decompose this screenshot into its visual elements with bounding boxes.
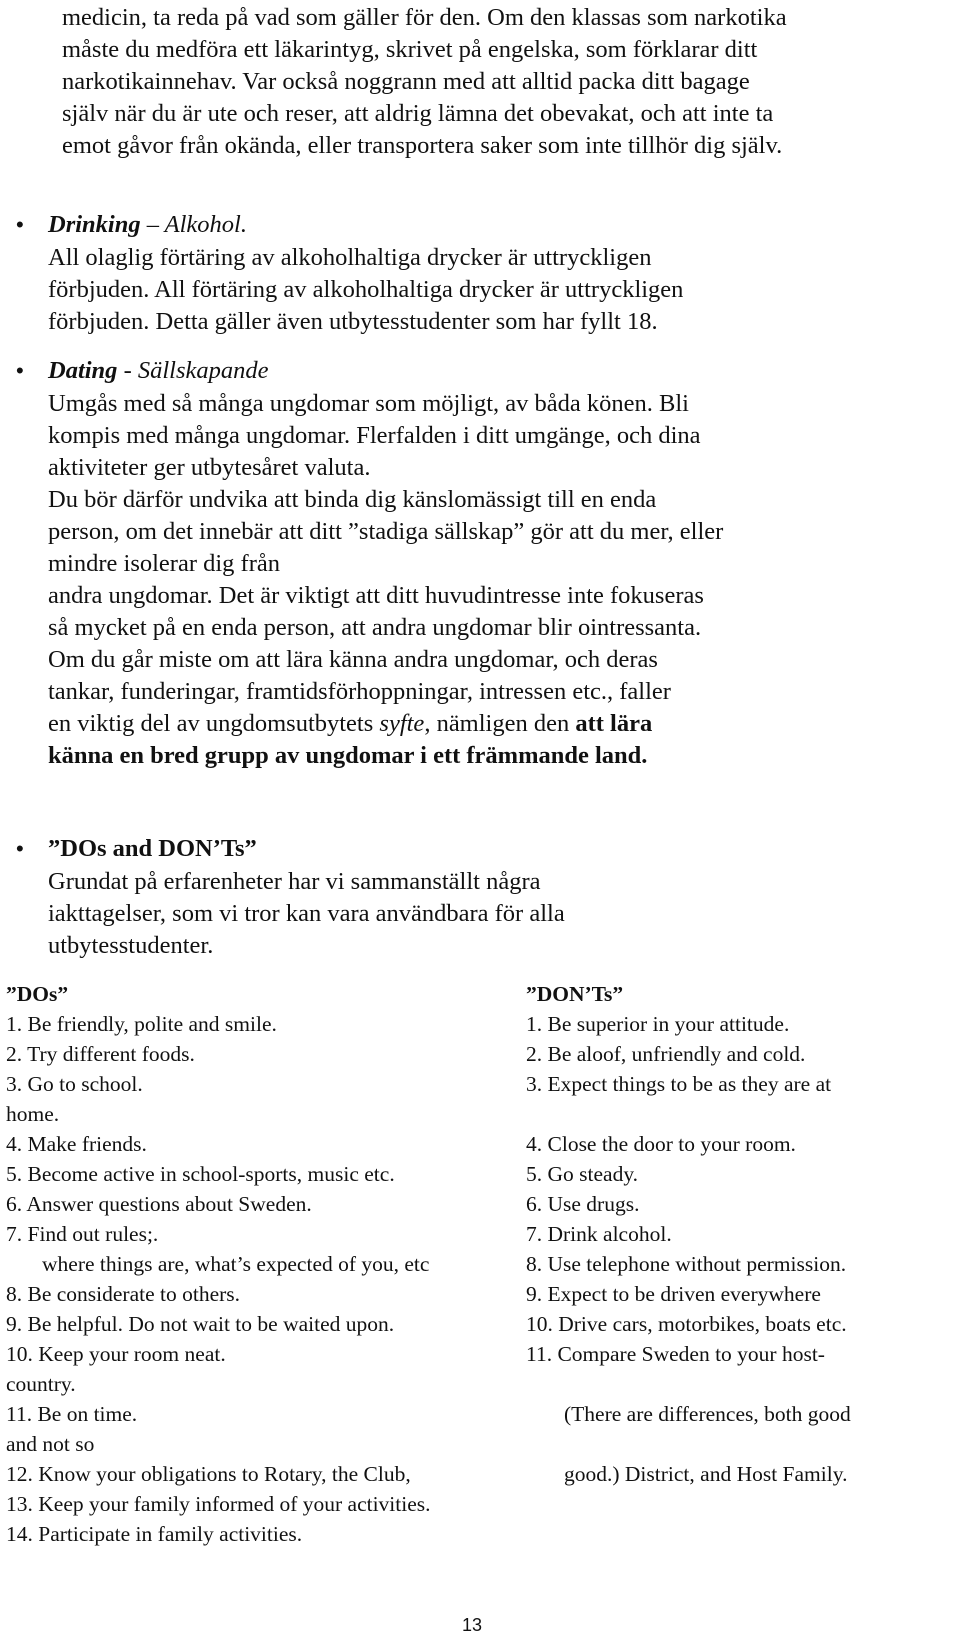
dos-item: 5. Become active in school-sports, music etc. [6, 1162, 395, 1186]
drinking-dash: – [140, 211, 165, 238]
dos-item: 13. Keep your family informed of your activities. [6, 1492, 431, 1516]
dos-item: 14. Participate in family activities. [6, 1522, 303, 1546]
drinking-heading [48, 213, 247, 238]
intro-line: emot gåvor från okända, eller transportera saker som inte tillhör dig själv. [62, 132, 783, 159]
donts-item: 1. Be superior in your attitude. [526, 1012, 790, 1036]
donts-item: (There are differences, both good [564, 1402, 851, 1426]
donts-item: 6. Use drugs. [526, 1192, 640, 1216]
dating-purpose-pre: en viktig del av ungdomsutbytets [48, 710, 380, 737]
dosdonts-heading: ”DOs and DON’Ts” [48, 835, 257, 862]
donts-item: 10. Drive cars, motorbikes, boats etc. [526, 1312, 847, 1336]
drinking-line: förbjuden. All förtäring av alkoholhaltiga drycker är uttryckligen [48, 276, 684, 303]
dating-line: kompis med många ungdomar. Flerfalden i ditt umgänge, och dina [48, 422, 701, 449]
dos-header: ”DOs” [6, 982, 69, 1006]
intro-line: själv när du är ute och reser, att aldrig lämna det obevakat, och att inte ta [62, 100, 774, 127]
dos-item: 9. Be helpful. Do not wait to be waited upon. [6, 1312, 395, 1336]
dos-item: home. [6, 1102, 60, 1126]
dating-line: så mycket på en enda person, att andra ungdomar blir ointressanta. [48, 614, 702, 641]
dating-line: andra ungdomar. Det är viktigt att ditt huvudintresse inte fokuseras [48, 582, 704, 609]
dating-final-line: känna en bred grupp av ungdomar i ett främmande land. [48, 742, 648, 769]
dating-line: mindre isolerar dig från [48, 550, 280, 577]
drinking-term: Drinking [48, 211, 141, 238]
donts-item: 9. Expect to be driven everywhere [526, 1282, 821, 1306]
dating-term: Dating [48, 357, 118, 384]
donts-item: 4. Close the door to your room. [526, 1132, 796, 1156]
donts-item: 5. Go steady. [526, 1162, 639, 1186]
dos-item: 4. Make friends. [6, 1132, 147, 1156]
dosdonts-intro-line: utbytesstudenter. [48, 932, 214, 959]
dating-purpose-mid: , nämligen den [424, 710, 576, 737]
drinking-translation: Alkohol. [164, 211, 247, 238]
donts-item: 7. Drink alcohol. [526, 1222, 672, 1246]
intro-line: måste du medföra ett läkarintyg, skrivet på engelska, som förklarar ditt [62, 36, 758, 63]
dos-item: country. [6, 1372, 76, 1396]
intro-line: narkotikainnehav. Var också noggrann med att alltid packa ditt bagage [62, 68, 750, 95]
dating-line: aktiviteter ger utbytesåret valuta. [48, 454, 371, 481]
dos-item: 3. Go to school. [6, 1072, 143, 1096]
dating-line: person, om det innebär att ditt ”stadiga sällskap” gör att du mer, eller [48, 518, 724, 545]
dating-purpose-line [48, 712, 652, 737]
donts-item: 8. Use telephone without permission. [526, 1252, 847, 1276]
dos-item: 1. Be friendly, polite and smile. [6, 1012, 277, 1036]
dos-item: where things are, what’s expected of you, etc [42, 1252, 430, 1276]
bullet-icon: • [16, 358, 24, 383]
dos-item: 8. Be considerate to others. [6, 1282, 241, 1306]
dating-dash: - [117, 357, 138, 384]
donts-header: ”DON’Ts” [526, 982, 624, 1006]
dating-line: Om du går miste om att lära känna andra ungdomar, och deras [48, 646, 658, 673]
intro-line: medicin, ta reda på vad som gäller för den. Om den klassas som narkotika [62, 4, 787, 31]
page-number: 13 [462, 1615, 483, 1635]
dos-item: 6. Answer questions about Sweden. [6, 1192, 312, 1216]
dating-line: Du bör därför undvika att binda dig känslomässigt till en enda [48, 486, 657, 513]
donts-item: 2. Be aloof, unfriendly and cold. [526, 1042, 806, 1066]
dos-item: 2. Try different foods. [6, 1042, 195, 1066]
donts-item: 11. Compare Sweden to your host- [526, 1342, 825, 1366]
dating-line: Umgås med så många ungdomar som möjligt, av båda könen. Bli [48, 390, 689, 417]
dosdonts-intro-line: Grundat på erfarenheter har vi sammanställt några [48, 868, 541, 895]
dating-line: tankar, funderingar, framtidsförhoppningar, intressen etc., faller [48, 678, 671, 705]
drinking-line: All olaglig förtäring av alkoholhaltiga drycker är uttryckligen [48, 244, 652, 271]
donts-item: good.) District, and Host Family. [564, 1462, 848, 1486]
bullet-icon: • [16, 212, 24, 237]
dosdonts-intro-line: iakttagelser, som vi tror kan vara användbara för alla [48, 900, 565, 927]
dos-item: and not so [6, 1432, 95, 1456]
dating-translation: Sällskapande [137, 357, 269, 384]
dos-item: 11. Be on time. [6, 1402, 138, 1426]
dating-heading [48, 359, 269, 384]
dos-item: 10. Keep your room neat. [6, 1342, 226, 1366]
dos-item: 12. Know your obligations to Rotary, the Club, [6, 1462, 411, 1486]
dos-item: 7. Find out rules;. [6, 1222, 159, 1246]
dating-purpose-word: syfte [379, 710, 425, 737]
bullet-icon: • [16, 836, 24, 861]
donts-item: 3. Expect things to be as they are at [526, 1072, 832, 1096]
dating-purpose-bold: att lära [575, 710, 653, 737]
drinking-line: förbjuden. Detta gäller även utbytesstudenter som har fyllt 18. [48, 308, 658, 335]
